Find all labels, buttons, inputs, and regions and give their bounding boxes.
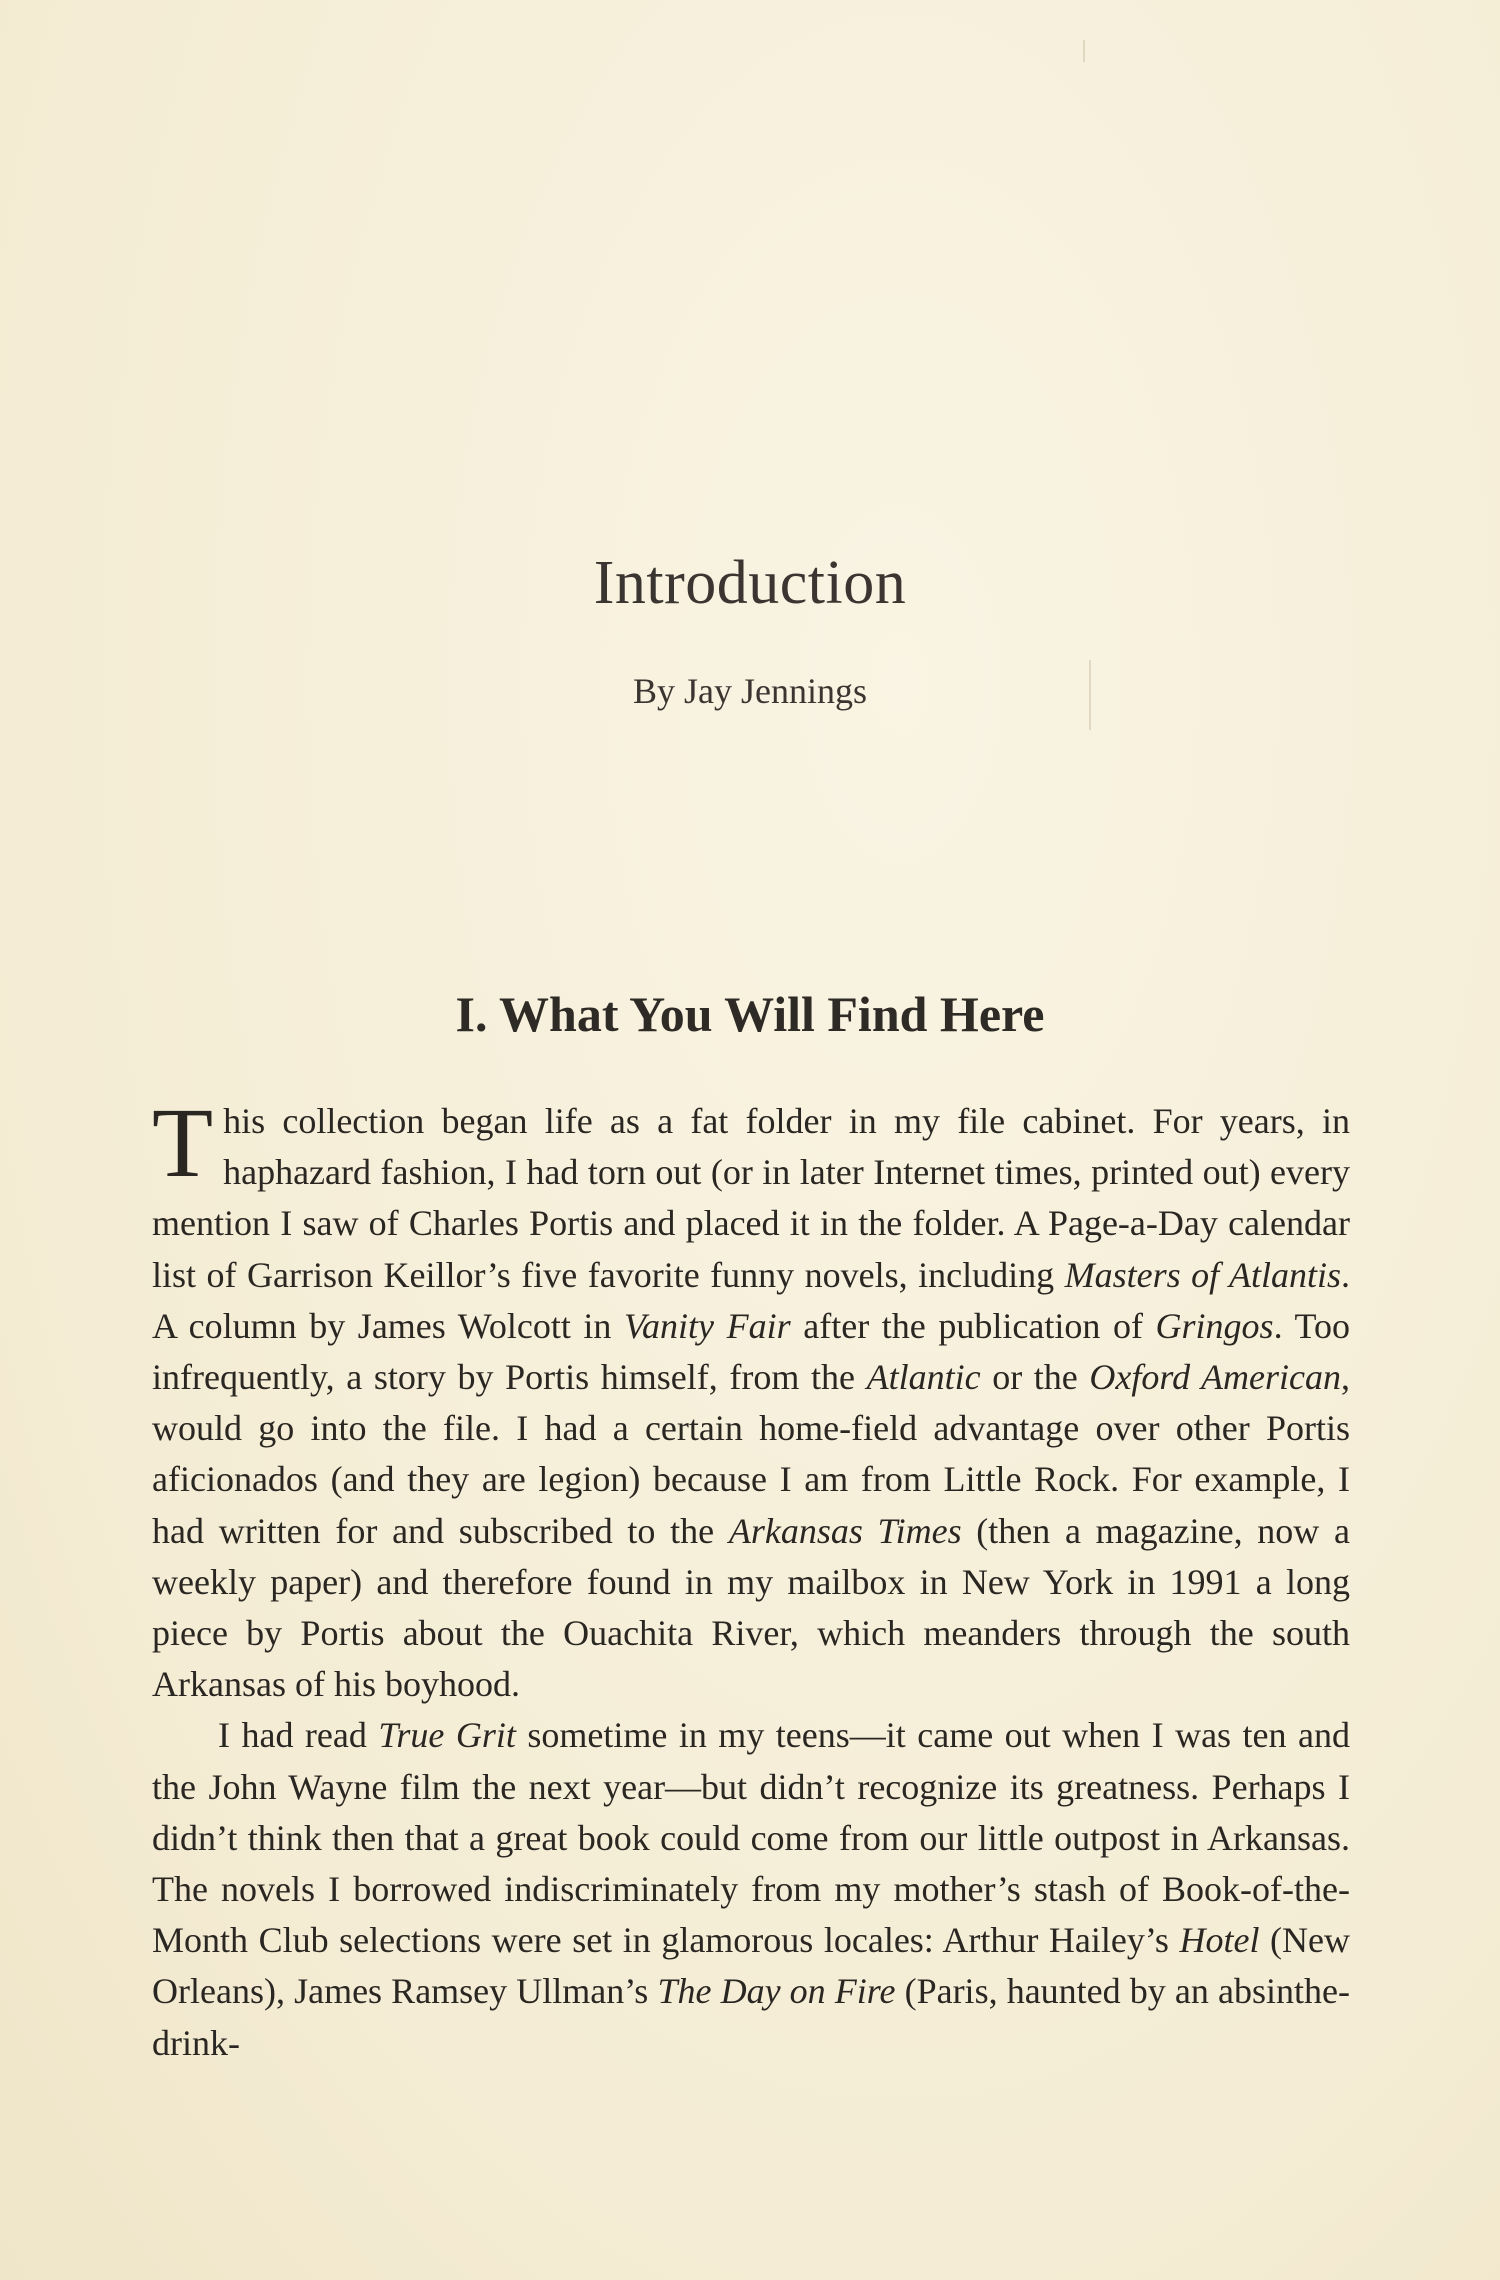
chapter-title: Introduction (593, 549, 907, 617)
paragraph-2: I had read True Grit sometime in my teens—it came out when I was ten and the John Wayne film the next year—but didn’t recognize its greatness. Perhaps I didn’t think then that a great book could come from our little outpost in Arkansas. The novels I borrowed indiscriminately from my mother’s stash of Book-of-the-Month Club selections were set in glamorous locales: Arthur Hailey’s Hotel (New Orleans), James Ramsey Ullman’s The Day on Fire (Paris, haunted by an absinthe-drink- (152, 1715, 1350, 2063)
paper-mark (1089, 660, 1091, 730)
paragraph-1: This collection began life as a fat folder in my file cabinet. For years, in haphazard fashion, I had torn out (or in later Internet times, printed out) every mention I saw of Charles Portis and placed it in the folder. A Page-a-Day calendar list of Garrison Keillor’s five favorite funny novels, including Masters of Atlantis. A column by James Wolcott in Vanity Fair after the publication of Gringos. Too infrequently, a story by Portis himself, from the Atlantic or the Oxford American, would go into the file. I had a certain home-field advantage over other Portis aficionados (and they are legion) because I am from Little Rock. For example, I had written for and subscribed to the Arkansas Times (then a magazine, now a weekly paper) and therefore found in my mailbox in New York in 1991 a long piece by Portis about the Ouachita River, which meanders through the south Arkansas of his boyhood. (152, 1087, 1351, 1705)
paper-mark (1083, 40, 1085, 62)
author-byline: By Jay Jennings (633, 671, 867, 711)
drop-cap: T (152, 1087, 214, 1198)
body-text (152, 1087, 1351, 2069)
section-heading: I. What You Will Find Here (455, 986, 1045, 1042)
